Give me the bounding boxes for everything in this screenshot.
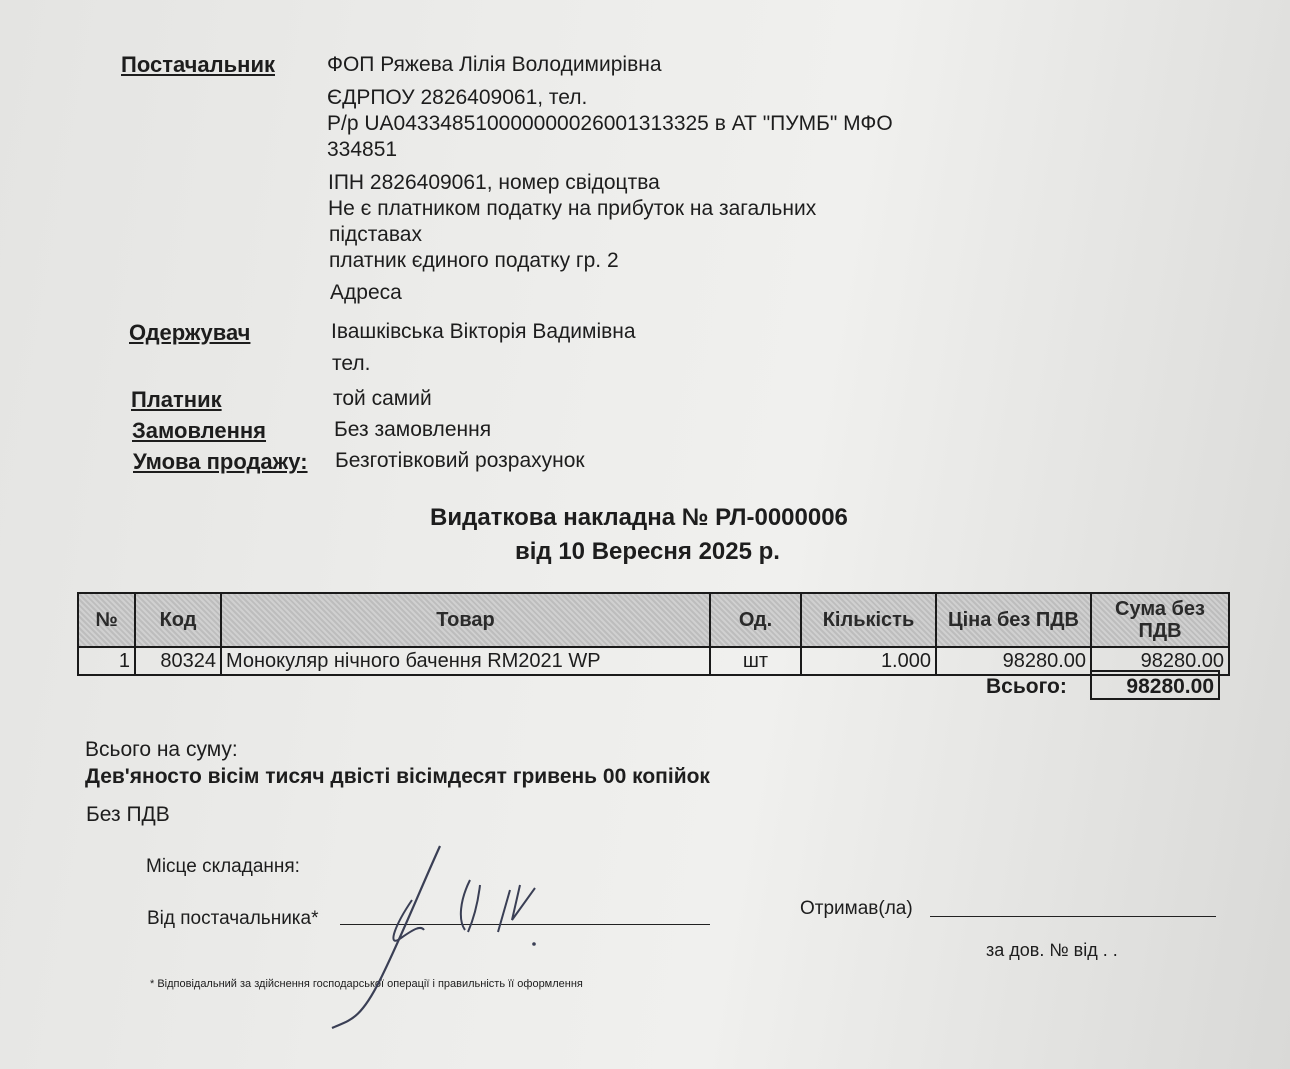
supplier-tax-3: платник єдиного податку гр. 2 <box>329 249 619 272</box>
received-label: Отримав(ла) <box>800 898 913 919</box>
cell-unit: шт <box>710 647 801 675</box>
supplier-account: Р/р UA043348510000000026001313325 в АТ "ПУМБ" МФО <box>327 112 893 135</box>
sum-words: Дев'яносто вісім тисяч двісті вісімдесят гривень 00 копійок <box>85 765 710 788</box>
header-quantity: Кількість <box>801 593 936 647</box>
header-unit: Од. <box>710 593 801 647</box>
cell-quantity: 1.000 <box>801 647 936 675</box>
cell-code: 80324 <box>135 647 221 675</box>
cell-number: 1 <box>78 647 135 675</box>
cell-price: 98280.00 <box>936 647 1091 675</box>
payer-value: той самий <box>333 387 432 410</box>
recipient-name: Івашківська Вікторія Вадимівна <box>331 320 636 343</box>
supplier-name: ФОП Ряжева Лілія Володимирівна <box>327 53 662 76</box>
cell-product: Монокуляр нічного бачення RM2021 WP <box>221 647 710 675</box>
header-code: Код <box>135 593 221 647</box>
invoice-title: Видаткова накладна № РЛ-0000006 <box>430 504 848 531</box>
header-price: Ціна без ПДВ <box>936 593 1091 647</box>
table-row <box>78 647 1229 675</box>
cell-sum: 98280.00 <box>1091 647 1229 675</box>
signature-drawing <box>320 840 560 1030</box>
total-label: Всього: <box>986 675 1067 698</box>
items-table <box>77 592 1230 676</box>
proxy-label: за дов. № від . . <box>986 940 1118 960</box>
header-number: № <box>78 593 135 647</box>
place-label: Місце складання: <box>146 856 300 877</box>
recipient-label: Одержувач <box>129 320 251 345</box>
received-signature-line <box>930 916 1216 917</box>
terms-label: Умова продажу: <box>133 449 308 474</box>
table-header-row <box>78 593 1229 647</box>
payer-label: Платник <box>131 387 222 412</box>
header-product: Товар <box>221 593 710 647</box>
supplier-label: Постачальник <box>121 52 275 77</box>
supplier-edrpou: ЄДРПОУ 2826409061, тел. <box>327 86 588 109</box>
total-value: 98280.00 <box>1090 670 1220 700</box>
from-supplier-label: Від постачальника* <box>147 908 319 929</box>
header-sum: Сума без ПДВ <box>1091 593 1229 647</box>
supplier-tax-1: Не є платником податку на прибуток на загальних <box>328 197 817 220</box>
order-label: Замовлення <box>132 418 267 443</box>
supplier-address: Адреса <box>330 281 402 304</box>
terms-value: Безготівковий розрахунок <box>335 449 585 472</box>
responsibility-note: * Відповідальний за здійснення господарської операції і правильність її оформлення <box>150 978 583 990</box>
order-value: Без замовлення <box>334 418 492 441</box>
sum-vat: Без ПДВ <box>86 803 170 826</box>
recipient-phone: тел. <box>332 352 371 375</box>
sum-label: Всього на суму: <box>85 738 238 761</box>
invoice-date: від 10 Вересня 2025 р. <box>515 538 780 565</box>
supplier-mfo: 334851 <box>327 138 398 161</box>
supplier-tax-2: підставах <box>329 223 422 246</box>
supplier-ipn: ІПН 2826409061, номер свідоцтва <box>328 171 660 194</box>
